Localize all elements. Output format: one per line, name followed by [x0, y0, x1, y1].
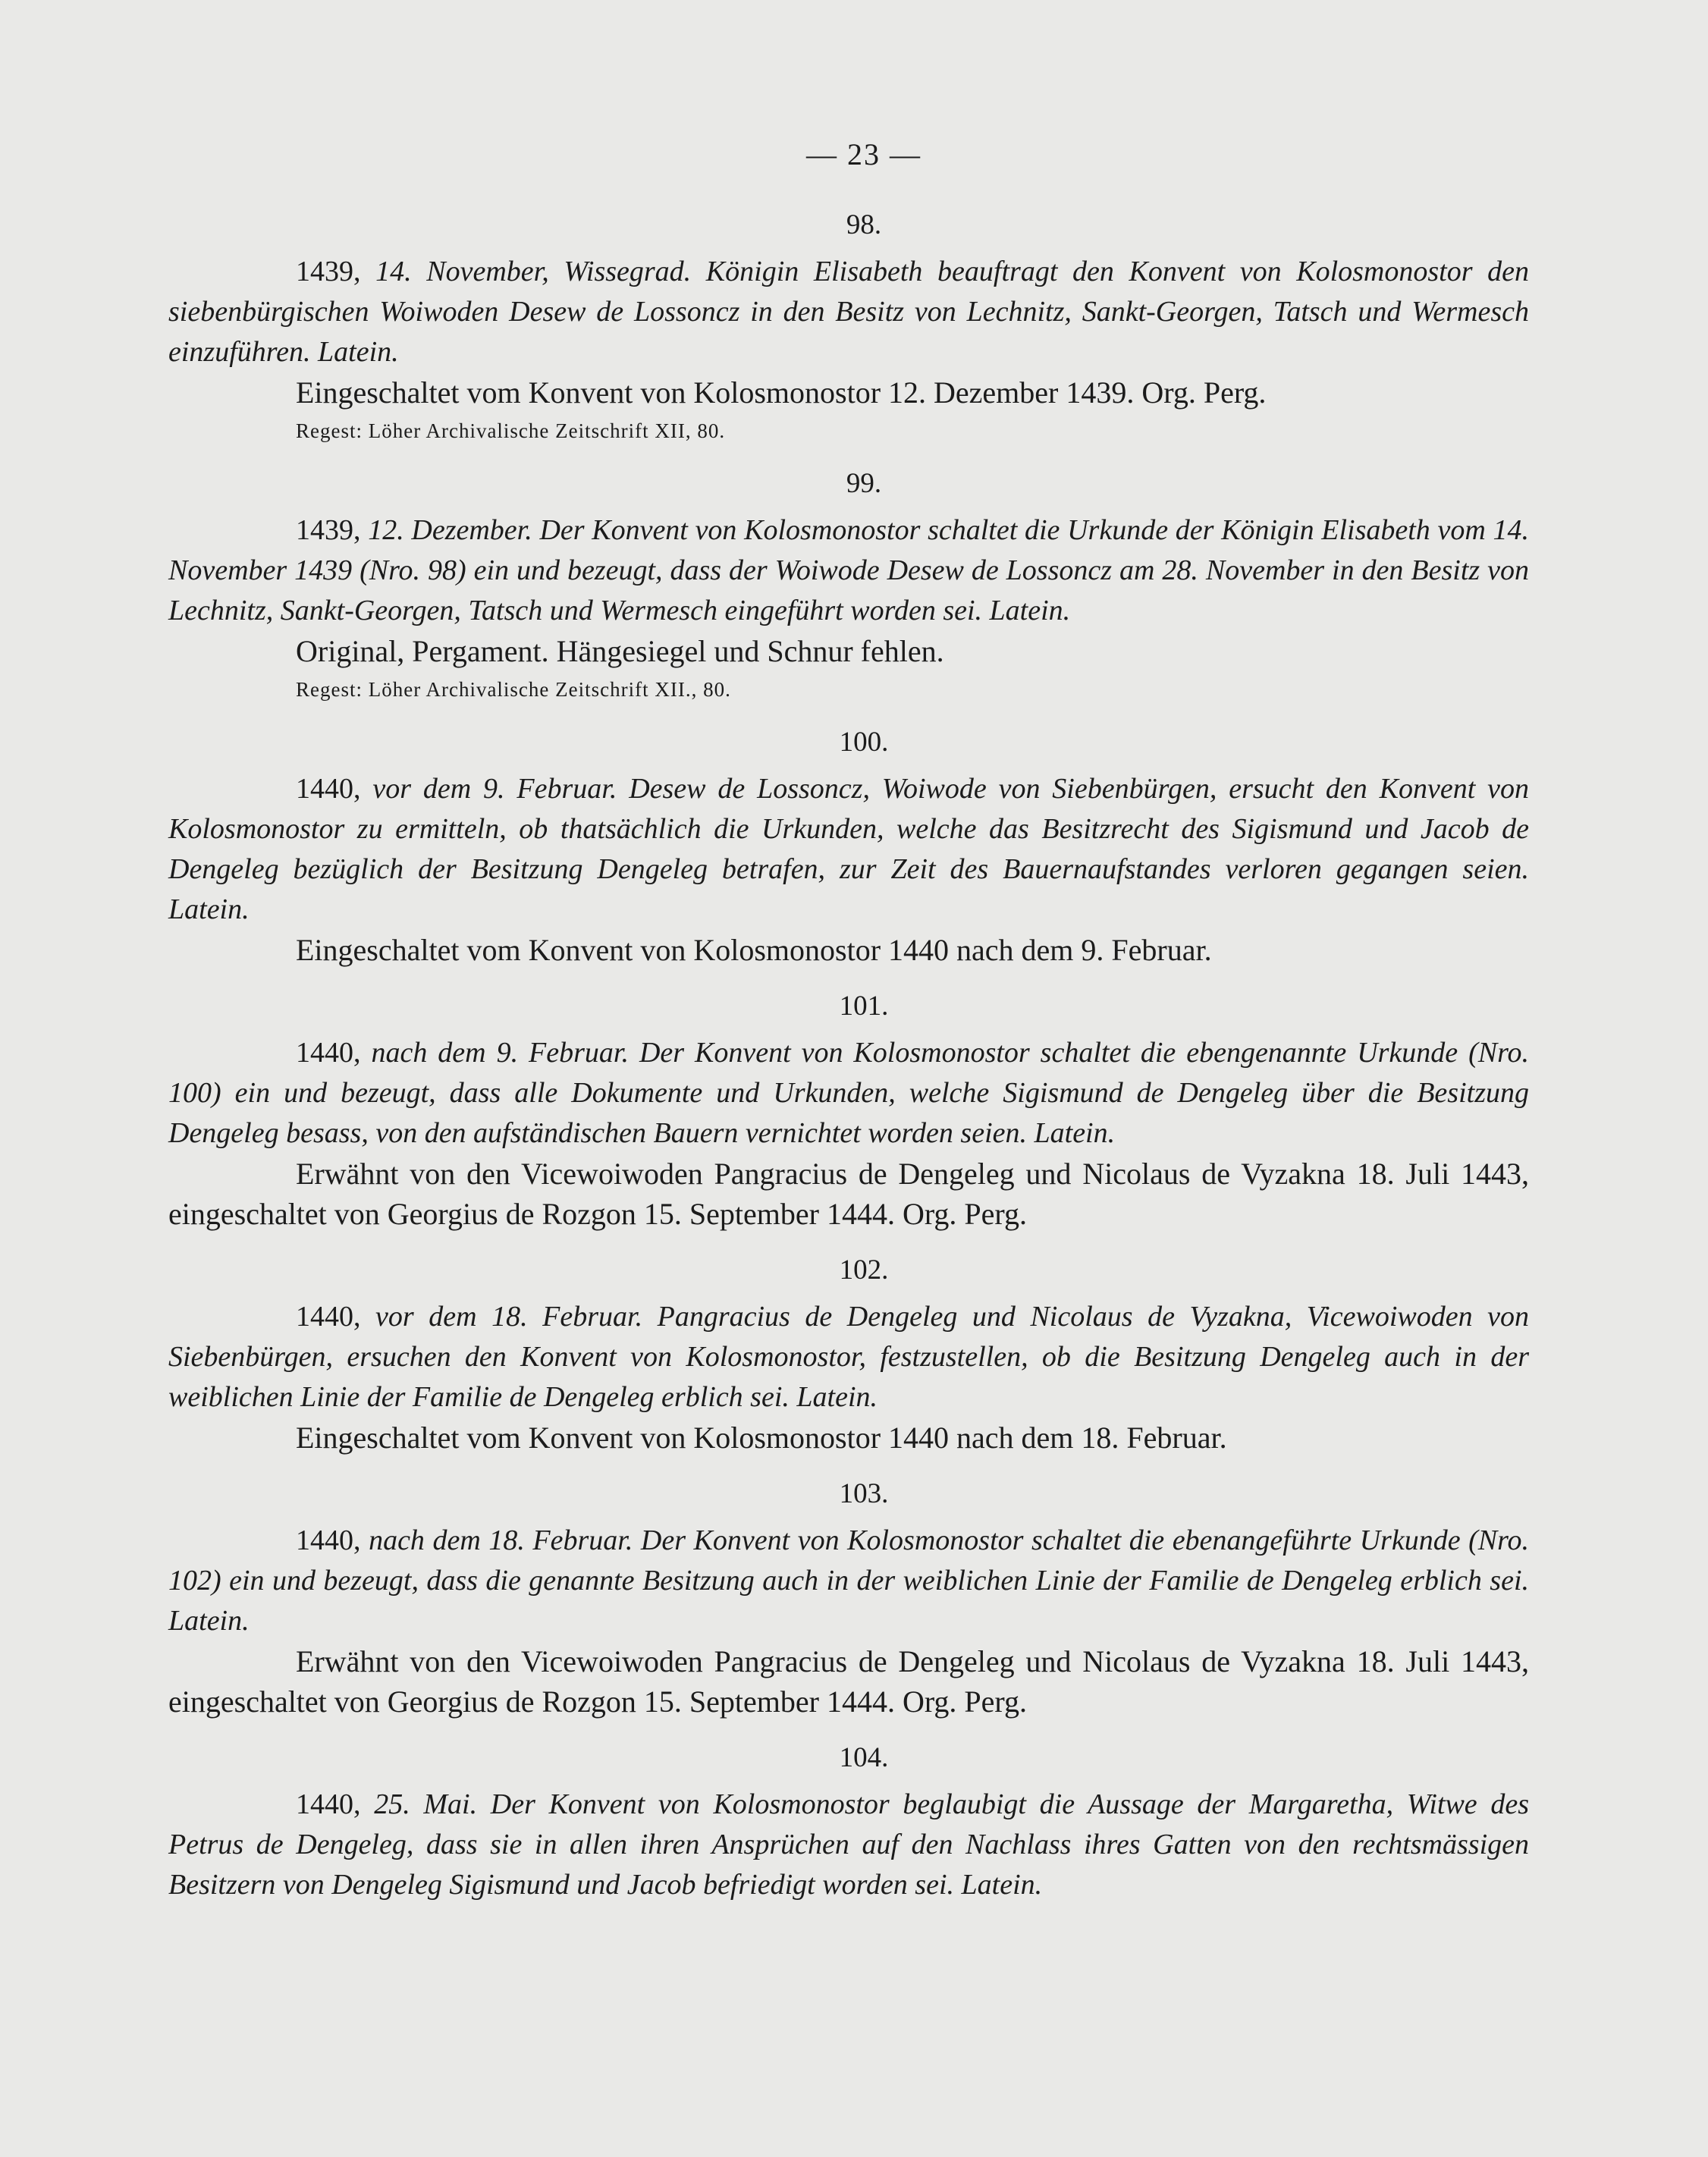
entry-102: [168, 1254, 1529, 1458]
entry-regest: Regest: Löher Archivalische Zeitschrift XII., 80.: [296, 678, 731, 701]
entry-date: 1440,: [296, 1524, 361, 1556]
entry-text: nach dem 18. Februar. Der Konvent von Kolosmonostor schaltet die ebenangeführte Urkunde (Nro. 102) ein und bezeugt, dass die genannte Besitzung auch in der weiblichen Linie der Familie de Dengeleg erblich sei. Latein.: [168, 1524, 1530, 1637]
entry-104: [168, 1741, 1529, 1905]
entry-text: vor dem 9. Februar. Desew de Lossoncz, Woiwode von Siebenbürgen, ersucht den Konvent von Kolosmonostor zu ermitteln, ob thatsächlich die Urkunden, welche das Besitzrecht des Sigismund und Jacob de Dengeleg bezüglich der Besitzung Dengeleg betrafen, zur Zeit des Bauernaufstandes verloren gegangen seien. Latein.: [168, 773, 1530, 925]
entry-date: 1439,: [296, 256, 361, 287]
entry-number: 98.: [846, 209, 882, 240]
entry-date: 1439,: [296, 514, 361, 546]
entry-text: 12. Dezember. Der Konvent von Kolosmonostor schaltet die Urkunde der Königin Elisabeth vom 14. November 1439 (Nro. 98) ein und bezeugt, dass der Woiwode Desew de Lossoncz am 28. November in den Besitz von Lechnitz, Sankt-Georgen, Tatsch und Wermesch eingeführt worden sei. Latein.: [168, 514, 1529, 626]
entry-98: [168, 209, 1529, 447]
entry-summary: [168, 252, 1529, 372]
page-number: — 23 —: [806, 137, 922, 171]
entry-text: nach dem 9. Februar. Der Konvent von Kolosmonostor schaltet die ebengenannte Urkunde (Nro. 100) ein und bezeugt, dass alle Dokumente und Urkunden, welche Sigismund de Dengeleg über die Besitzung Dengeleg besass, von den aufständischen Bauern vernichtet worden seien. Latein.: [168, 1037, 1529, 1149]
entry-number: 101.: [839, 991, 889, 1022]
entry-regest: Regest: Löher Archivalische Zeitschrift XII, 80.: [296, 419, 726, 442]
entry-note: Eingeschaltet vom Konvent von Kolosmonostor 1440 nach dem 9. Februar.: [296, 933, 1212, 967]
entry-number: 99.: [846, 468, 882, 499]
entry-103: [168, 1477, 1529, 1722]
entry-101: [168, 990, 1529, 1234]
entry-summary: [168, 769, 1529, 930]
entry-summary: [168, 1785, 1529, 1905]
entry-date: 1440,: [296, 1301, 361, 1333]
entry-note: Erwähnt von den Vicewoiwoden Pangracius de Dengeleg und Nicolaus de Vyzakna 18. Juli 1443, eingeschaltet von Georgius de Rozgon 15. September 1444. Org. Perg.: [168, 1644, 1529, 1719]
entry-note: Eingeschaltet vom Konvent von Kolosmonostor 1440 nach dem 18. Februar.: [296, 1421, 1227, 1455]
entry-note: Original, Pergament. Hängesiegel und Schnur fehlen.: [296, 634, 944, 668]
entry-text: vor dem 18. Februar. Pangracius de Dengeleg und Nicolaus de Vyzakna, Vicewoiwoden von Siebenbürgen, ersuchen den Konvent von Kolosmonostor, festzustellen, ob die Besitzung Dengeleg auch in der weiblichen Linie der Familie de Dengeleg erblich sei. Latein.: [168, 1301, 1529, 1413]
entry-date: 1440,: [296, 1037, 361, 1069]
entry-number: 104.: [839, 1742, 889, 1773]
entry-99: [168, 467, 1529, 706]
entry-summary: [168, 510, 1529, 631]
entry-100: [168, 726, 1529, 970]
entry-summary: [168, 1521, 1529, 1641]
entry-number: 102.: [839, 1254, 889, 1286]
entry-note: Eingeschaltet vom Konvent von Kolosmonostor 12. Dezember 1439. Org. Perg.: [296, 375, 1267, 410]
entry-date: 1440,: [296, 1788, 361, 1820]
entry-text: 25. Mai. Der Konvent von Kolosmonostor beglaubigt die Aussage der Margaretha, Witwe des Petrus de Dengeleg, dass sie in allen ihren Ansprüchen auf den Nachlass ihres Gatten von den rechtsmässigen Besitzern von Dengeleg Sigismund und Jacob befriedigt worden sei. Latein.: [168, 1788, 1530, 1901]
entry-summary: [168, 1033, 1529, 1154]
entry-note: Erwähnt von den Vicewoiwoden Pangracius de Dengeleg und Nicolaus de Vyzakna 18. Juli 1443, eingeschaltet von Georgius de Rozgon 15. September 1444. Org. Perg.: [168, 1157, 1529, 1231]
entry-date: 1440,: [296, 773, 361, 805]
entry-number: 100.: [839, 727, 889, 758]
entry-number: 103.: [839, 1478, 889, 1509]
entry-summary: [168, 1297, 1529, 1418]
entry-text: 14. November, Wissegrad. Königin Elisabeth beauftragt den Konvent von Kolosmonostor den siebenbürgischen Woiwoden Desew de Lossoncz in den Besitz von Lechnitz, Sankt-Georgen, Tatsch und Wermesch einzuführen. Latein.: [168, 256, 1529, 368]
